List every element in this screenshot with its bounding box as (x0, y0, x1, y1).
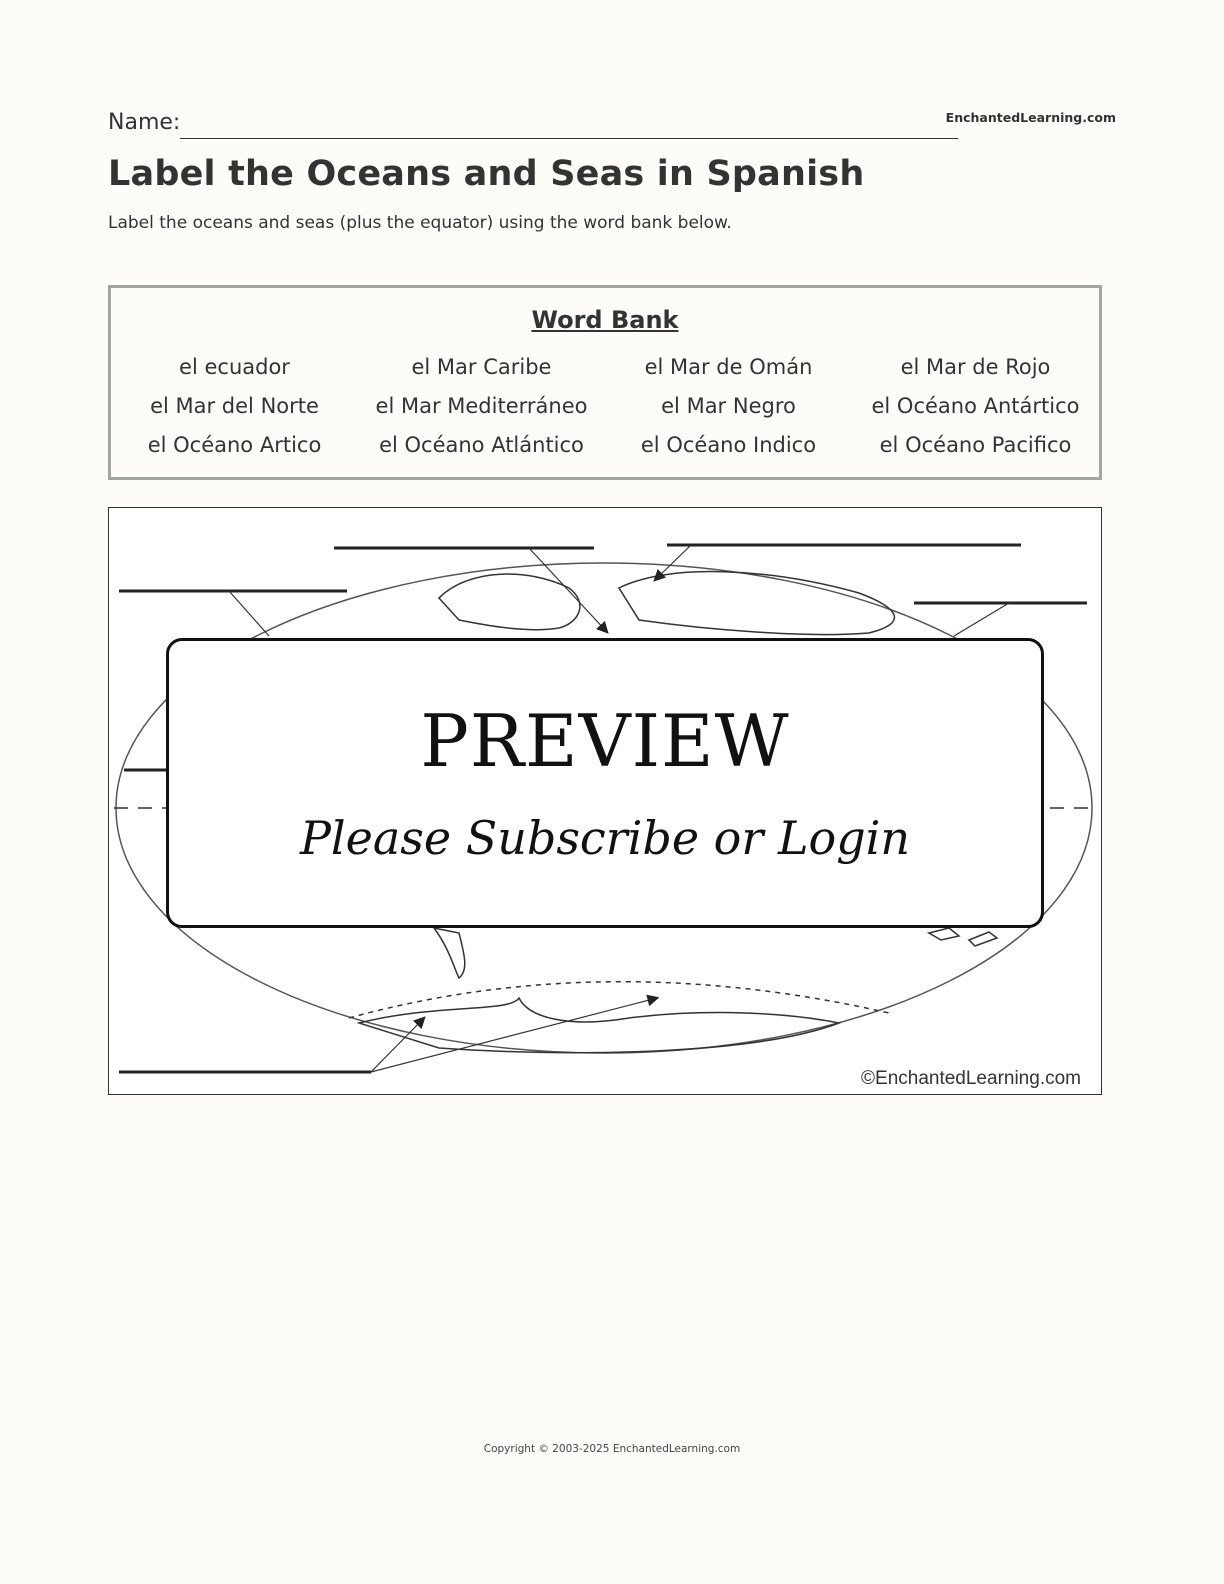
pointer-line (655, 545, 691, 580)
word-bank-item: el Océano Artico (147, 433, 322, 457)
pointer-line (371, 998, 657, 1072)
map-credit: ©EnchantedLearning.com (861, 1068, 1081, 1089)
word-bank-item: el ecuador (179, 355, 290, 379)
antarctica-shape (359, 998, 839, 1053)
word-bank-grid (111, 348, 1099, 465)
instructions: Label the oceans and seas (plus the equator) using the word bank below. (108, 213, 732, 233)
preview-subtitle[interactable]: Please Subscribe or Login (299, 811, 911, 865)
antarctic-circle (349, 982, 889, 1018)
word-bank-title: Word Bank (531, 306, 679, 334)
pointer-line (529, 548, 607, 632)
pointer-line (229, 591, 269, 636)
preview-overlay[interactable] (166, 638, 1044, 928)
word-bank-item: el Mar del Norte (150, 394, 319, 418)
word-bank-item: el Mar Negro (661, 394, 796, 418)
word-bank (108, 285, 1102, 480)
word-bank-item: el Mar de Omán (644, 355, 813, 379)
word-bank-item: el Mar Caribe (411, 355, 552, 379)
name-write-line (180, 138, 958, 139)
world-map (108, 507, 1102, 1095)
word-bank-item: el Océano Atlántico (379, 433, 584, 457)
name-label: Name: (108, 110, 181, 135)
pointer-line (954, 603, 1009, 636)
site-logo-text[interactable]: EnchantedLearning.com (945, 110, 1116, 125)
page-title: Label the Oceans and Seas in Spanish (108, 154, 865, 194)
australia-islands (929, 928, 997, 946)
word-bank-item: el Océano Indico (640, 433, 817, 457)
europe-shape (439, 574, 580, 630)
preview-title: PREVIEW (420, 699, 790, 783)
word-bank-item: el Mar Mediterráneo (375, 394, 588, 418)
footer-copyright: Copyright © 2003-2025 EnchantedLearning.com (483, 1443, 741, 1455)
word-bank-item: el Océano Antártico (871, 394, 1080, 418)
word-bank-item: el Océano Pacifico (879, 433, 1072, 457)
word-bank-item: el Mar de Rojo (900, 355, 1051, 379)
south-america-tip (434, 928, 465, 978)
asia-shape (619, 572, 894, 635)
name-row (108, 110, 1116, 142)
